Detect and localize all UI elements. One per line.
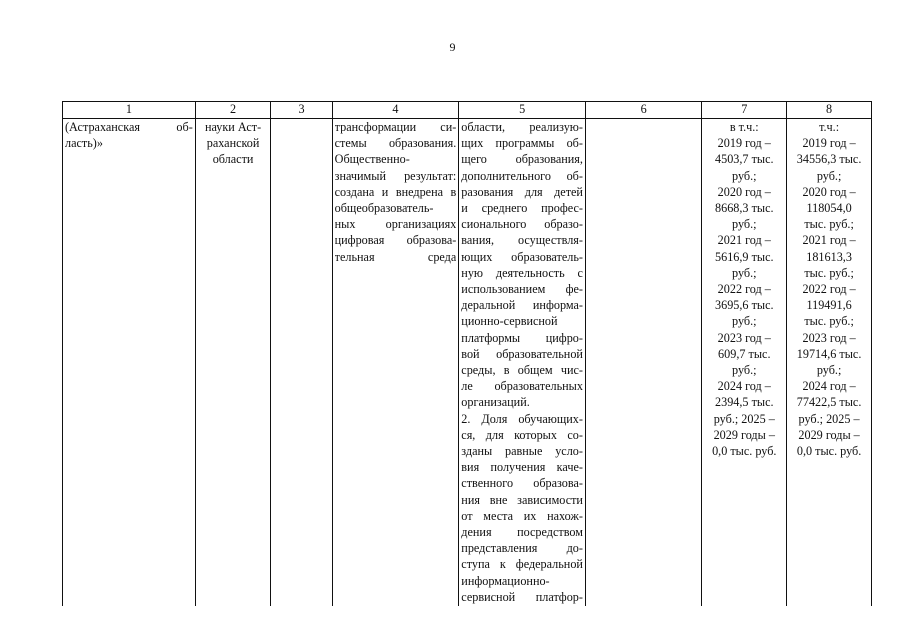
- cell-text-line: щих программы об-: [461, 136, 583, 151]
- cell-text-line: 2019 год –: [802, 136, 856, 151]
- column-header-8: 8: [787, 102, 872, 119]
- cell-text-line: 609,7 тыс.: [718, 346, 771, 361]
- cell-text-line: 2020 год –: [717, 184, 771, 199]
- column-header-5: 5: [459, 102, 586, 119]
- cell-text-line: науки Аст-: [204, 120, 262, 134]
- cell-text-line: цифровая образова-: [334, 233, 457, 248]
- cell-text-line: 2023 год –: [717, 330, 771, 345]
- cell-text-line: 2022 год –: [802, 282, 856, 297]
- cell-text-line: 2394,5 тыс.: [715, 395, 774, 410]
- cell-text-line: использованием фе-: [461, 282, 583, 297]
- cell-text-line: (Астраханская об-: [65, 120, 193, 134]
- cell-col-7: [702, 119, 787, 607]
- cell-text-line: 2022 год –: [717, 282, 771, 297]
- cell-text-line: руб.;: [732, 217, 757, 232]
- cell-text-line: ную деятельность с: [461, 265, 583, 280]
- cell-text-line: тельная среда: [334, 249, 457, 264]
- cell-col-3: [271, 119, 332, 607]
- cell-col-1: [63, 119, 196, 607]
- cell-text-line: и среднего профес-: [461, 201, 583, 216]
- cell-text-line: области, реализую-: [461, 120, 583, 134]
- table-row: [63, 119, 872, 607]
- cell-text-line: тыс. руб.;: [804, 314, 854, 329]
- cell-text-line: от места их нахож-: [461, 508, 583, 523]
- cell-text-line: руб.;: [732, 265, 757, 280]
- cell-text-line: 2. Доля обучающих-: [461, 411, 583, 426]
- cell-text-line: стемы образования.: [334, 136, 457, 151]
- column-header-3: 3: [271, 102, 332, 119]
- cell-text-line: руб.;: [732, 363, 757, 378]
- column-header-1: 1: [63, 102, 196, 119]
- cell-text-line: представления до-: [461, 541, 583, 556]
- cell-text-line: 2024 год –: [802, 379, 856, 394]
- cell-text-line: тыс. руб.;: [804, 217, 854, 232]
- cell-text-line: 34556,3 тыс.: [796, 152, 862, 167]
- cell-text-line: ласть)»: [65, 136, 103, 151]
- cell-text-line: щего образования,: [461, 152, 583, 167]
- cell-text-line: 77422,5 тыс.: [796, 395, 862, 410]
- column-header-4: 4: [332, 102, 459, 119]
- page-number: 9: [449, 40, 456, 54]
- header-row: [63, 102, 872, 119]
- cell-text-line: 2024 год –: [717, 379, 771, 394]
- cell-text-line: руб.;: [816, 168, 842, 183]
- cell-text-line: раханской: [206, 136, 260, 151]
- cell-text-line: 0,0 тыс. руб.: [796, 444, 862, 459]
- cell-text-line: среды, в общем чис-: [461, 363, 583, 378]
- cell-text-line: руб.;: [732, 168, 757, 183]
- cell-text-line: информационно-: [461, 573, 550, 588]
- cell-text-line: 2020 год –: [802, 184, 856, 199]
- cell-col-4: [332, 119, 459, 607]
- cell-text-line: деральной информа-: [461, 298, 583, 313]
- cell-text-line: разования для детей: [461, 184, 583, 199]
- cell-text-line: 2021 год –: [717, 233, 771, 248]
- cell-text-line: ющих образователь-: [461, 249, 583, 264]
- cell-col-6: [585, 119, 701, 607]
- cell-col-5: [459, 119, 586, 607]
- cell-text-line: ственного образова-: [461, 476, 583, 491]
- cell-text-line: руб.;: [816, 363, 842, 378]
- cell-text-line: создана и внедрена в: [334, 184, 457, 199]
- cell-text-line: 8668,3 тыс.: [715, 201, 774, 216]
- cell-text-line: ся, для которых со-: [461, 427, 583, 442]
- cell-text-line: Общественно-: [334, 152, 410, 167]
- cell-col-2: [195, 119, 271, 607]
- cell-text-line: 4503,7 тыс.: [715, 152, 774, 167]
- cell-text-line: сервисной платфор-: [461, 589, 583, 604]
- cell-text-line: вия получения каче-: [461, 460, 583, 475]
- cell-text-line: вой образовательной: [461, 346, 583, 361]
- cell-text-line: организаций.: [461, 395, 530, 410]
- cell-text-line: дополнительного об-: [461, 168, 583, 183]
- cell-text-line: руб.;: [732, 314, 757, 329]
- cell-text-line: 2021 год –: [802, 233, 856, 248]
- cell-text-line: 2029 годы –: [713, 427, 775, 442]
- cell-text-line: платформы цифро-: [461, 330, 583, 345]
- program-table: [62, 101, 872, 606]
- cell-text-line: 2023 год –: [802, 330, 856, 345]
- cell-text-line: 3695,6 тыс.: [715, 298, 774, 313]
- cell-text-line: ционно-сервисной: [461, 314, 558, 329]
- cell-text-line: руб.; 2025 –: [798, 411, 860, 426]
- cell-text-line: 181613,3: [806, 249, 852, 264]
- cell-text-line: т.ч.:: [819, 120, 840, 134]
- cell-text-line: ных организациях: [334, 217, 457, 232]
- cell-text-line: 119491,6: [806, 298, 852, 313]
- cell-text-line: вания, осуществля-: [461, 233, 583, 248]
- cell-text-line: тыс. руб.;: [804, 265, 854, 280]
- cell-text-line: 2019 год –: [717, 136, 771, 151]
- cell-text-line: 19714,6 тыс.: [796, 346, 862, 361]
- cell-text-line: в т.ч.:: [729, 120, 759, 134]
- cell-text-line: сионального образо-: [461, 217, 583, 232]
- cell-text-line: ступа к федеральной: [461, 557, 583, 572]
- cell-col-8: [787, 119, 872, 607]
- cell-text-line: ния вне зависимости: [461, 492, 583, 507]
- cell-text-line: дения посредством: [461, 525, 583, 540]
- cell-text-line: зданы равные усло-: [461, 444, 583, 459]
- cell-text-line: 0,0 тыс. руб.: [712, 444, 777, 459]
- column-header-2: 2: [195, 102, 271, 119]
- column-header-6: 6: [585, 102, 701, 119]
- column-header-7: 7: [702, 102, 787, 119]
- cell-text-line: 2029 годы –: [798, 427, 860, 442]
- cell-text-line: общеобразователь-: [334, 201, 434, 216]
- cell-text-line: области: [212, 152, 254, 167]
- cell-text-line: значимый результат:: [334, 168, 457, 183]
- cell-text-line: руб.; 2025 –: [713, 411, 775, 426]
- cell-text-line: 118054,0: [806, 201, 852, 216]
- cell-text-line: 5616,9 тыс.: [715, 249, 774, 264]
- cell-text-line: трансформации си-: [334, 120, 457, 134]
- cell-text-line: ле образовательных: [461, 379, 583, 394]
